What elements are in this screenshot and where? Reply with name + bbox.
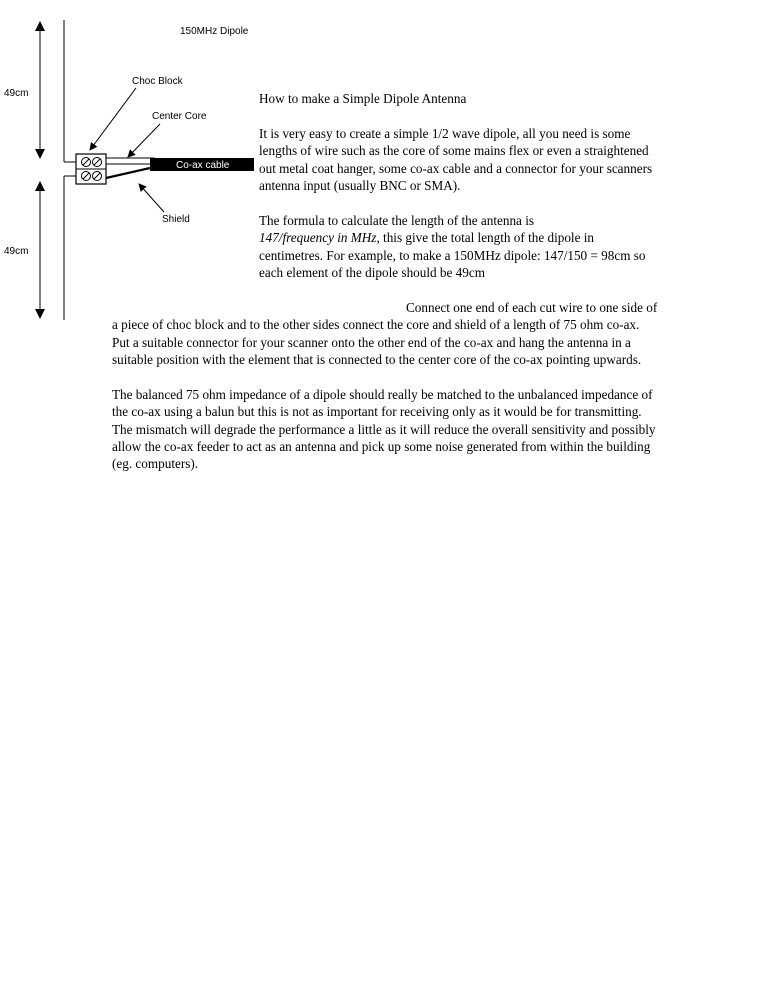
bottom-dimension-arrow-up (35, 181, 45, 191)
formula-intro-text: The formula to calculate the length of the antenna is (259, 212, 534, 228)
shield-label: Shield (162, 214, 190, 225)
top-dimension-arrow-down (35, 149, 45, 159)
choc-block-label: Choc Block (132, 76, 183, 87)
article-heading: How to make a Simple Dipole Antenna (259, 91, 467, 106)
intro-paragraph: It is very easy to create a simple 1/2 wave dipole, all you need is some lengths of wire such as the core of some mains flex or even a straightened out metal coat hanger, some co-ax cable and a connector for your scanners antenna input (usually BNC or SMA). (259, 125, 653, 194)
connection-paragraph: Connect one end of each cut wire to one side of a piece of choc block and to the other sides connect the core and shield of a length of 75 ohm co-ax. Put a suitable connector for your scanner onto the other end of the co-ax and hang the antenna in a suitable position with the element that is connected to the center core of the co-ax pointing upwards. (112, 299, 658, 368)
top-dimension-arrow-up (35, 21, 45, 31)
diagram-spacer (112, 90, 259, 316)
article-body (112, 90, 660, 490)
center-core-label: Center Core (152, 111, 207, 122)
balun-paragraph: The balanced 75 ohm impedance of a dipole should really be matched to the unbalanced impedance of the co-ax using a balun but this is not as important for receiving only as it would be for transmitting. The mismatch will degrade the performance a little as it will reduce the overall sensitivity and possibly allow the co-ax feeder to act as an antenna and pick up some noise generated from within the building (eg. computers). (112, 386, 656, 472)
formula-explanation-text: , this give the total length of the dipole in centimetres. For example, to make a 150MHz dipole: 147/150 = 98cm so each element of the dipole should be 49cm (259, 230, 646, 281)
choc-block (76, 154, 106, 184)
bottom-length-label: 49cm (4, 246, 29, 257)
coax-cable-label: Co-ax cable (176, 160, 230, 171)
top-length-label: 49cm (4, 88, 29, 99)
diagram-title: 150MHz Dipole (180, 26, 249, 37)
formula-text: 147/frequency in MHz (259, 230, 377, 246)
bottom-dimension-arrow-down (35, 309, 45, 319)
